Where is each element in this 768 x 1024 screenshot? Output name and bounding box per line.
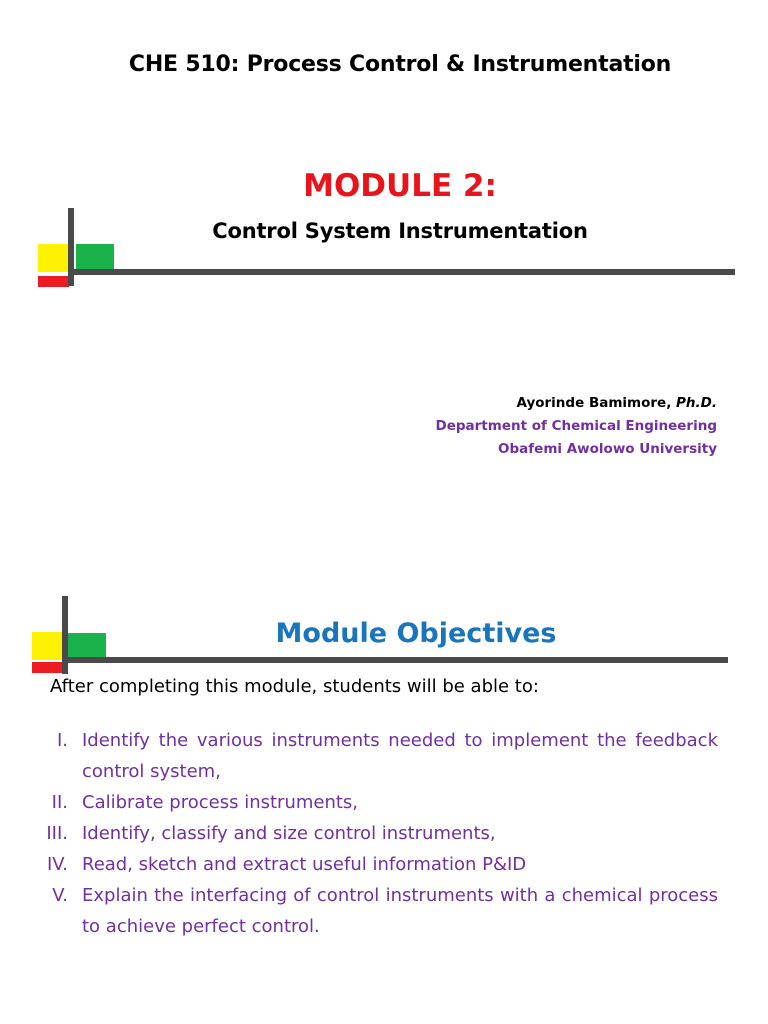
author-degree: Ph.D.	[676, 395, 717, 411]
list-item-number: I.	[56, 730, 68, 751]
objectives-intro: After completing this module, students will be able to:	[50, 676, 539, 697]
author-block	[436, 392, 718, 461]
list-item-text: Calibrate process instruments,	[82, 792, 359, 813]
list-item	[22, 880, 718, 942]
objectives-list	[22, 725, 718, 942]
author-name-text: Ayorinde Bamimore,	[516, 395, 672, 411]
list-item-number: IV.	[46, 854, 68, 875]
accent-red-square	[32, 662, 64, 673]
list-item-text: Read, sketch and extract useful information P&ID	[82, 854, 527, 875]
accent-horizontal-bar	[68, 269, 735, 275]
list-item-number: II.	[51, 792, 68, 813]
author-department: Department of Chemical Engineering	[435, 418, 717, 434]
list-item	[22, 787, 718, 818]
course-title: CHE 510: Process Control & Instrumentation	[128, 52, 672, 77]
objectives-heading: Module Objectives	[275, 618, 557, 649]
list-item-text: Identify, classify and size control instruments,	[82, 823, 496, 844]
list-item	[22, 725, 718, 787]
list-item-number: III.	[46, 823, 68, 844]
accent-yellow-square	[38, 244, 69, 272]
list-item-text: Identify the various instruments needed to implement the feedback control system,	[82, 730, 718, 782]
list-item-number: V.	[52, 885, 68, 906]
accent-horizontal-bar	[62, 657, 728, 663]
accent-green-square	[76, 244, 114, 271]
author-university: Obafemi Awolowo University	[498, 441, 717, 457]
module-title: MODULE 2:	[303, 168, 497, 204]
accent-red-square	[38, 276, 69, 287]
list-item	[22, 818, 718, 849]
list-item-text: Explain the interfacing of control instruments with a chemical process to achieve perfect control.	[82, 885, 718, 937]
list-item	[22, 849, 718, 880]
module-subtitle: Control System Instrumentation	[212, 219, 588, 243]
author-name	[436, 392, 718, 415]
